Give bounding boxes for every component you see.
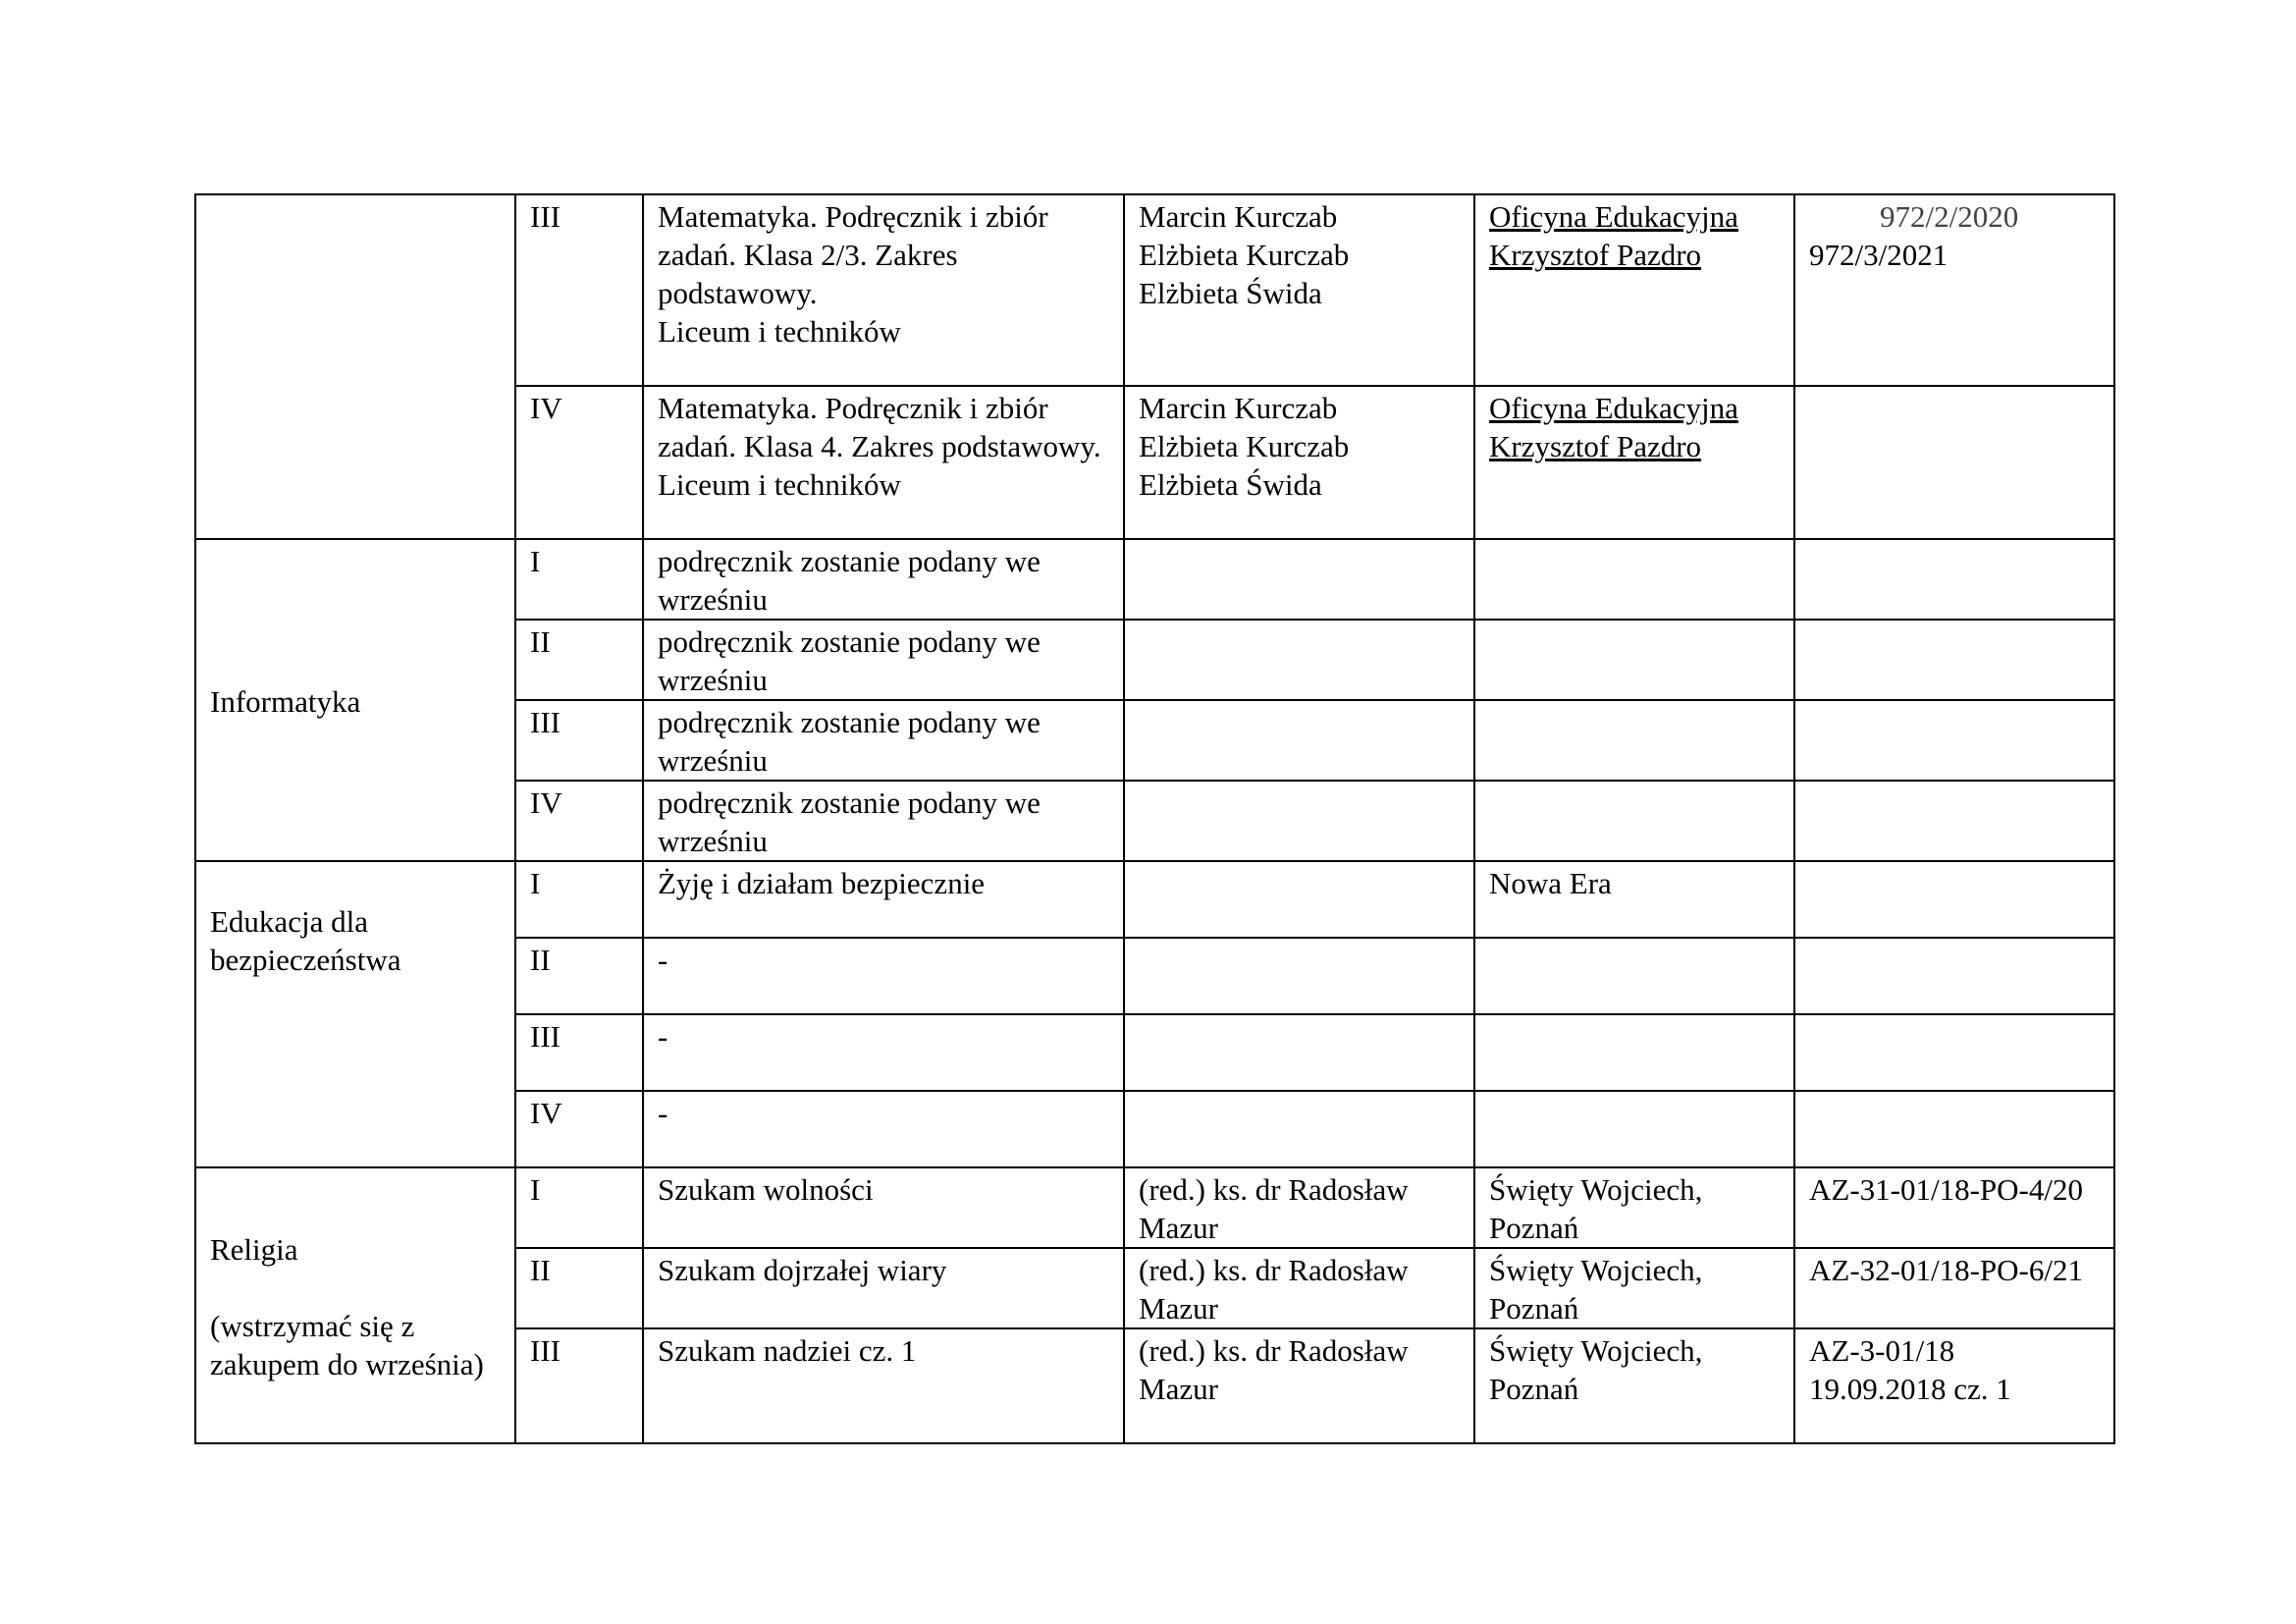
- author-text: Elżbieta Świda: [1139, 276, 1322, 310]
- author-cell: [1124, 620, 1474, 700]
- publisher-cell: [1474, 1091, 1794, 1167]
- publisher-cell: [1474, 700, 1794, 781]
- title-cell: Szukam nadziei cz. 1: [643, 1328, 1124, 1443]
- publisher-cell: [1474, 539, 1794, 620]
- grade-cell: III: [515, 700, 643, 781]
- author-cell: [1124, 861, 1474, 938]
- author-cell: [1124, 1014, 1474, 1091]
- approval-cell: [1794, 861, 2114, 938]
- grade-cell: I: [515, 1167, 643, 1248]
- author-cell: [1124, 781, 1474, 861]
- author-text: Elżbieta Świda: [1139, 467, 1322, 502]
- publisher-cell: Święty Wojciech, Poznań: [1474, 1248, 1794, 1328]
- approval-cell: [1794, 620, 2114, 700]
- approval-cell: [1794, 938, 2114, 1014]
- grade-cell: I: [515, 539, 643, 620]
- publisher-cell: [1474, 620, 1794, 700]
- subject-name: Informatyka: [210, 683, 361, 719]
- author-text: Elżbieta Kurczab: [1139, 429, 1350, 463]
- title-cell: Żyję i działam bezpiecznie: [643, 861, 1124, 938]
- author-cell: [1124, 1091, 1474, 1167]
- publisher-cell: Nowa Era: [1474, 861, 1794, 938]
- grade-cell: I: [515, 861, 643, 938]
- author-text: Elżbieta Kurczab: [1139, 238, 1350, 272]
- title-cell: Szukam dojrzałej wiary: [643, 1248, 1124, 1328]
- publisher-cell: Święty Wojciech, Poznań: [1474, 1167, 1794, 1248]
- approval-cell: [1794, 1014, 2114, 1091]
- title-cell: -: [643, 938, 1124, 1014]
- approval-number: 972/2/2020: [1880, 199, 2019, 234]
- author-cell: (red.) ks. dr Radosław Mazur: [1124, 1328, 1474, 1443]
- approval-cell: [1794, 539, 2114, 620]
- title-text: Matematyka. Podręcznik i zbiór zadań. Klasa 4. Zakres podstawowy.: [658, 391, 1101, 463]
- approval-cell: [1794, 700, 2114, 781]
- author-text: Marcin Kurczab: [1139, 391, 1338, 425]
- title-cell: [643, 386, 1124, 539]
- subject-cell: [195, 861, 515, 1167]
- approval-cell: [1794, 781, 2114, 861]
- grade-cell: II: [515, 620, 643, 700]
- grade-cell: IV: [515, 1091, 643, 1167]
- subject-name: Religia: [210, 1231, 298, 1267]
- author-cell: (red.) ks. dr Radosław Mazur: [1124, 1248, 1474, 1328]
- publisher-cell: [1474, 194, 1794, 386]
- subject-cell: [195, 539, 515, 861]
- subject-cell: [195, 1167, 515, 1443]
- table-row: [195, 861, 2114, 938]
- grade-cell: III: [515, 1328, 643, 1443]
- author-cell: [1124, 539, 1474, 620]
- author-cell: [1124, 938, 1474, 1014]
- approval-cell: [1794, 386, 2114, 539]
- approval-cell: [1794, 1091, 2114, 1167]
- title-cell: podręcznik zostanie podany we wrześniu: [643, 700, 1124, 781]
- table-row: [195, 539, 2114, 620]
- approval-cell: [1794, 1328, 2114, 1443]
- publisher-cell: Święty Wojciech, Poznań: [1474, 1328, 1794, 1443]
- subject-note: (wstrzymać się z zakupem do września): [210, 1308, 484, 1381]
- approval-cell: AZ-32-01/18-PO-6/21: [1794, 1248, 2114, 1328]
- grade-cell: II: [515, 938, 643, 1014]
- subject-cell: [195, 194, 515, 539]
- author-cell: [1124, 386, 1474, 539]
- author-text: Marcin Kurczab: [1139, 199, 1338, 234]
- grade-cell: II: [515, 1248, 643, 1328]
- publisher-cell: [1474, 386, 1794, 539]
- title-text: Liceum i techników: [658, 467, 901, 502]
- publisher-cell: [1474, 1014, 1794, 1091]
- approval-date: 19.09.2018 cz. 1: [1809, 1372, 2011, 1406]
- table-row: [195, 194, 2114, 386]
- grade-cell: III: [515, 194, 643, 386]
- title-cell: -: [643, 1091, 1124, 1167]
- publisher-cell: [1474, 938, 1794, 1014]
- title-cell: Szukam wolności: [643, 1167, 1124, 1248]
- author-cell: [1124, 194, 1474, 386]
- title-cell: [643, 194, 1124, 386]
- grade-cell: III: [515, 1014, 643, 1091]
- approval-number: AZ-3-01/18: [1809, 1333, 1955, 1368]
- author-cell: (red.) ks. dr Radosław Mazur: [1124, 1167, 1474, 1248]
- textbook-table: [194, 193, 2115, 1444]
- title-cell: podręcznik zostanie podany we wrześniu: [643, 620, 1124, 700]
- title-cell: podręcznik zostanie podany we wrześniu: [643, 781, 1124, 861]
- author-cell: [1124, 700, 1474, 781]
- approval-cell: [1794, 194, 2114, 386]
- table-row: [195, 1167, 2114, 1248]
- publisher-link[interactable]: Oficyna Edukacyjna Krzysztof Pazdro: [1489, 391, 1738, 463]
- publisher-cell: [1474, 781, 1794, 861]
- title-cell: podręcznik zostanie podany we wrześniu: [643, 539, 1124, 620]
- approval-cell: AZ-31-01/18-PO-4/20: [1794, 1167, 2114, 1248]
- approval-number: 972/3/2021: [1809, 238, 1949, 272]
- title-text: Matematyka. Podręcznik i zbiór zadań. Klasa 2/3. Zakres podstawowy.: [658, 199, 1048, 310]
- subject-name: Edukacja dla bezpieczeństwa: [210, 904, 401, 977]
- publisher-link[interactable]: Oficyna Edukacyjna Krzysztof Pazdro: [1489, 199, 1738, 272]
- grade-cell: IV: [515, 781, 643, 861]
- title-text: Liceum i techników: [658, 314, 901, 349]
- grade-cell: IV: [515, 386, 643, 539]
- title-cell: -: [643, 1014, 1124, 1091]
